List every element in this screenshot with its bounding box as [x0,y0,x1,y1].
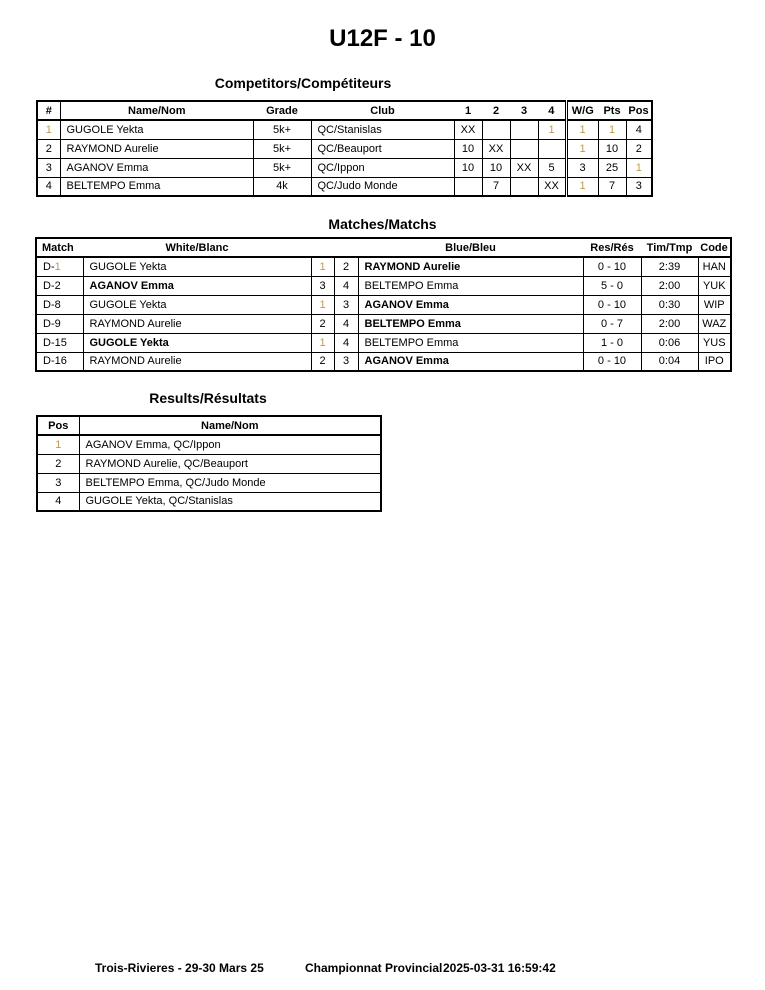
competitor-wins: 1 [566,120,598,139]
result-row [37,435,381,454]
matches-header-row [36,238,731,257]
result-row [37,492,381,511]
competitor-grade: 5k+ [253,120,311,139]
competitor-number: 4 [37,177,60,196]
score-vs-1: 10 [454,158,482,177]
blue-player: AGANOV Emma [358,295,583,314]
match-id-prefix: D- [43,279,55,292]
match-row [36,333,731,352]
match-result: 0 - 10 [583,352,641,371]
match-result: 0 - 7 [583,314,641,333]
match-code: IPO [698,352,731,371]
competitor-name: AGANOV Emma [60,158,253,177]
results-header-row [37,416,381,435]
match-id-prefix: D- [43,317,55,330]
match-id-prefix: D- [43,355,55,368]
col-header-opp1: 1 [454,101,482,120]
score-vs-3 [510,139,538,158]
match-code: YUS [698,333,731,352]
match-code: WIP [698,295,731,314]
score-vs-2: 7 [482,177,510,196]
score-vs-2 [482,120,510,139]
match-time: 2:39 [641,257,698,276]
competitor-name: RAYMOND Aurelie [60,139,253,158]
match-id [36,295,83,314]
result-name: AGANOV Emma, QC/Ippon [79,435,381,454]
col-header-points: Pts [598,101,626,120]
white-player-number: 2 [311,314,334,333]
match-id [36,352,83,371]
col-header-time: Tim/Tmp [641,238,698,257]
competitor-grade: 4k [253,177,311,196]
score-vs-3 [510,120,538,139]
white-player-number: 1 [311,333,334,352]
col-header-match: Match [36,238,83,257]
col-header-opp3: 3 [510,101,538,120]
score-vs-2: XX [482,139,510,158]
matches-heading: Matches/Matchs [328,216,437,232]
competitor-club: QC/Ippon [311,158,454,177]
competitor-points: 1 [598,120,626,139]
competitor-grade: 5k+ [253,158,311,177]
match-id-number: 15 [54,336,67,349]
result-position: 3 [37,473,79,492]
match-time: 0:04 [641,352,698,371]
match-id [36,314,83,333]
match-code: HAN [698,257,731,276]
competitor-row [37,158,652,177]
blue-player-number: 4 [334,276,358,295]
match-result: 0 - 10 [583,295,641,314]
match-row [36,314,731,333]
competitor-points: 10 [598,139,626,158]
white-player: GUGOLE Yekta [83,333,311,352]
white-player-number: 2 [311,352,334,371]
score-vs-4: 1 [538,120,566,139]
result-name: GUGOLE Yekta, QC/Stanislas [79,492,381,511]
col-header-wins: W/G [566,101,598,120]
match-code: WAZ [698,314,731,333]
score-vs-3 [510,177,538,196]
score-vs-4: 5 [538,158,566,177]
blue-player-number: 4 [334,314,358,333]
competitor-wins: 3 [566,158,598,177]
score-vs-4 [538,139,566,158]
competitor-row [37,120,652,139]
competitors-table [36,100,653,197]
competitor-points: 7 [598,177,626,196]
blue-player-number: 3 [334,352,358,371]
blue-player: BELTEMPO Emma [358,333,583,352]
competitor-club: QC/Judo Monde [311,177,454,196]
match-time: 2:00 [641,276,698,295]
col-header-code: Code [698,238,731,257]
match-row [36,295,731,314]
footer-print-timestamp: 2025-03-31 16:59:42 [443,961,556,975]
score-vs-4: XX [538,177,566,196]
competitors-heading: Competitors/Compétiteurs [214,75,392,91]
col-header-number: # [37,101,60,120]
blue-player: BELTEMPO Emma [358,314,583,333]
competitors-header-row [37,101,652,120]
competitor-number: 3 [37,158,60,177]
col-header-white: White/Blanc [83,238,311,257]
match-id-number: 8 [54,298,61,311]
match-row [36,257,731,276]
match-result: 5 - 0 [583,276,641,295]
white-player-number: 3 [311,276,334,295]
col-header-name: Name/Nom [60,101,253,120]
white-player: GUGOLE Yekta [83,257,311,276]
match-time: 2:00 [641,314,698,333]
col-header-position: Pos [626,101,652,120]
competitor-name: GUGOLE Yekta [60,120,253,139]
match-id-number: 2 [54,279,61,292]
col-header-opp4: 4 [538,101,566,120]
white-player-number: 1 [311,257,334,276]
white-player: AGANOV Emma [83,276,311,295]
match-result: 1 - 0 [583,333,641,352]
match-id-prefix: D- [43,298,55,311]
competitor-position: 1 [626,158,652,177]
footer-venue-date: Trois-Rivieres - 29-30 Mars 25 [95,961,264,975]
competitor-position: 4 [626,120,652,139]
match-time: 0:06 [641,333,698,352]
blue-player-number: 3 [334,295,358,314]
blue-player: AGANOV Emma [358,352,583,371]
white-player: GUGOLE Yekta [83,295,311,314]
competitor-club: QC/Beauport [311,139,454,158]
col-header-blue-num [334,238,358,257]
col-header-club: Club [311,101,454,120]
result-row [37,473,381,492]
score-vs-1: 10 [454,139,482,158]
match-id [36,333,83,352]
competitor-number: 1 [37,120,60,139]
page-title: U12F - 10 [329,25,436,52]
score-vs-1: XX [454,120,482,139]
competitor-grade: 5k+ [253,139,311,158]
result-position: 2 [37,454,79,473]
competitor-club: QC/Stanislas [311,120,454,139]
match-code: YUK [698,276,731,295]
competitor-row [37,177,652,196]
match-id-number: 9 [54,317,61,330]
col-header-blue: Blue/Bleu [358,238,583,257]
match-id-prefix: D- [43,336,55,349]
match-id-prefix: D- [43,260,55,273]
blue-player-number: 4 [334,333,358,352]
results-table [36,415,382,512]
score-vs-1 [454,177,482,196]
result-name: RAYMOND Aurelie, QC/Beauport [79,454,381,473]
match-id-number: 16 [54,355,67,368]
col-header-white-num [311,238,334,257]
competitor-wins: 1 [566,139,598,158]
col-header-grade: Grade [253,101,311,120]
col-header-position: Pos [37,416,79,435]
matches-table [35,237,732,372]
result-name: BELTEMPO Emma, QC/Judo Monde [79,473,381,492]
results-heading: Results/Résultats [149,390,267,406]
score-vs-3: XX [510,158,538,177]
competitor-name: BELTEMPO Emma [60,177,253,196]
match-row [36,276,731,295]
match-time: 0:30 [641,295,698,314]
match-result: 0 - 10 [583,257,641,276]
match-id-number: 1 [54,260,61,273]
col-header-result: Res/Rés [583,238,641,257]
footer-event-name: Championnat Provincial [305,961,443,975]
result-position: 4 [37,492,79,511]
blue-player: RAYMOND Aurelie [358,257,583,276]
competitor-position: 3 [626,177,652,196]
competitor-points: 25 [598,158,626,177]
white-player-number: 1 [311,295,334,314]
competitor-number: 2 [37,139,60,158]
white-player: RAYMOND Aurelie [83,314,311,333]
result-position: 1 [37,435,79,454]
blue-player: BELTEMPO Emma [358,276,583,295]
competitor-wins: 1 [566,177,598,196]
result-row [37,454,381,473]
match-id [36,257,83,276]
col-header-opp2: 2 [482,101,510,120]
match-id [36,276,83,295]
white-player: RAYMOND Aurelie [83,352,311,371]
competitor-position: 2 [626,139,652,158]
match-row [36,352,731,371]
col-header-name: Name/Nom [79,416,381,435]
competitor-row [37,139,652,158]
score-vs-2: 10 [482,158,510,177]
blue-player-number: 2 [334,257,358,276]
